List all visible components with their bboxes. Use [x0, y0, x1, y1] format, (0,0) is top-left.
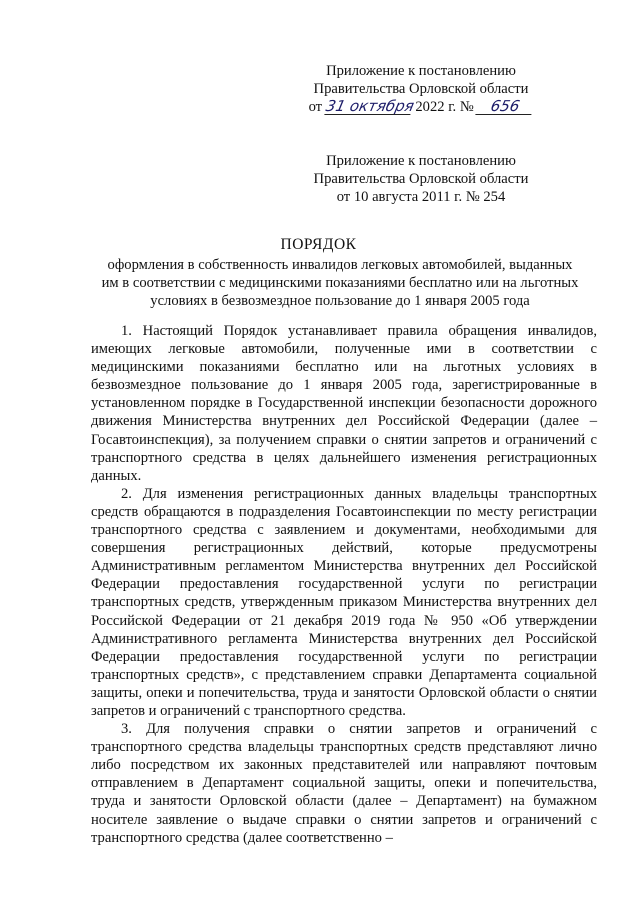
document-subtitle: оформления в собственность инвалидов легковых автомобилей, выданных им в соответствии с медицинскими показаниями бесплатно или на льготных условиях в безвозмездное пользование до 1 января 2005 года	[101, 257, 579, 309]
header-old-line3: от 10 августа 2011 г. № 254	[336, 189, 506, 205]
header-new-line2: Правительства Орловской области	[313, 81, 529, 97]
document-title: ПОРЯДОК	[280, 236, 357, 253]
header-new-from: от	[308, 99, 323, 115]
paragraph-1: 1. Настоящий Порядок устанавливает правила обращения инвалидов, имеющих легковые автомобили, полученные ими в соответствии с медицинскими показаниями бесплатно или на льготных условиях в безвозмездное пользование до 1 января 2005 года, зарегистрированные в установленном порядке в Государственной инспекции безопасности дорожного движения Министерства внутренних дел Российской Федерации (далее – Госавтоинспекция), за получением справки о снятии запретов и ограничений с транспортного средства в целях дальнейшего изменения регистрационных данных.	[91, 323, 597, 484]
handwritten-number: 656	[476, 99, 535, 115]
document-body	[91, 322, 597, 847]
header-new-year: 2022 г. №	[415, 99, 474, 115]
header-new-line3	[271, 98, 571, 116]
paragraph-3: 3. Для получения справки о снятии запретов и ограничений с транспортного средства владельцы транспортных средств представляют лично либо посредством их законных представителей или направляют почтовым отправлением в Департамент социальной защиты, опеки и попечительства, труда и занятости Орловской области (далее – Департамент) на бумажном носителе заявление о выдаче справки о снятии запретов и ограничений с транспортного средства (далее соответственно –	[91, 721, 597, 846]
appendix-header-new	[271, 62, 571, 116]
paragraph-2: 2. Для изменения регистрационных данных владельцы транспортных средств обращаются в подразделения Госавтоинспекции по месту регистрации транспортного средства с заявлением и документами, необходимыми для совершения регистрационных действий, которые предусмотрены Административным регламентом Министерства внутренних дел Российской Федерации предоставления государственной услуги по регистрации транспортных средств, утвержденным приказом Министерства внутренних дел Российской Федерации от 21 декабря 2019 года № 950 «Об утверждении Административного регламента Министерства внутренних дел Российской Федерации предоставления государственной услуги по регистрации транспортных средств», с представлением справки Департамента социальной защиты, опеки и попечительства, труда и занятости Орловской области о снятии запретов и ограничений с транспортного средства.	[91, 485, 597, 719]
appendix-header-old	[271, 152, 571, 206]
header-old-line2: Правительства Орловской области	[313, 171, 529, 187]
header-new-line1: Приложение к постановлению	[326, 63, 516, 79]
handwritten-date: 31 октября	[324, 97, 416, 115]
header-old-line1: Приложение к постановлению	[326, 153, 516, 169]
